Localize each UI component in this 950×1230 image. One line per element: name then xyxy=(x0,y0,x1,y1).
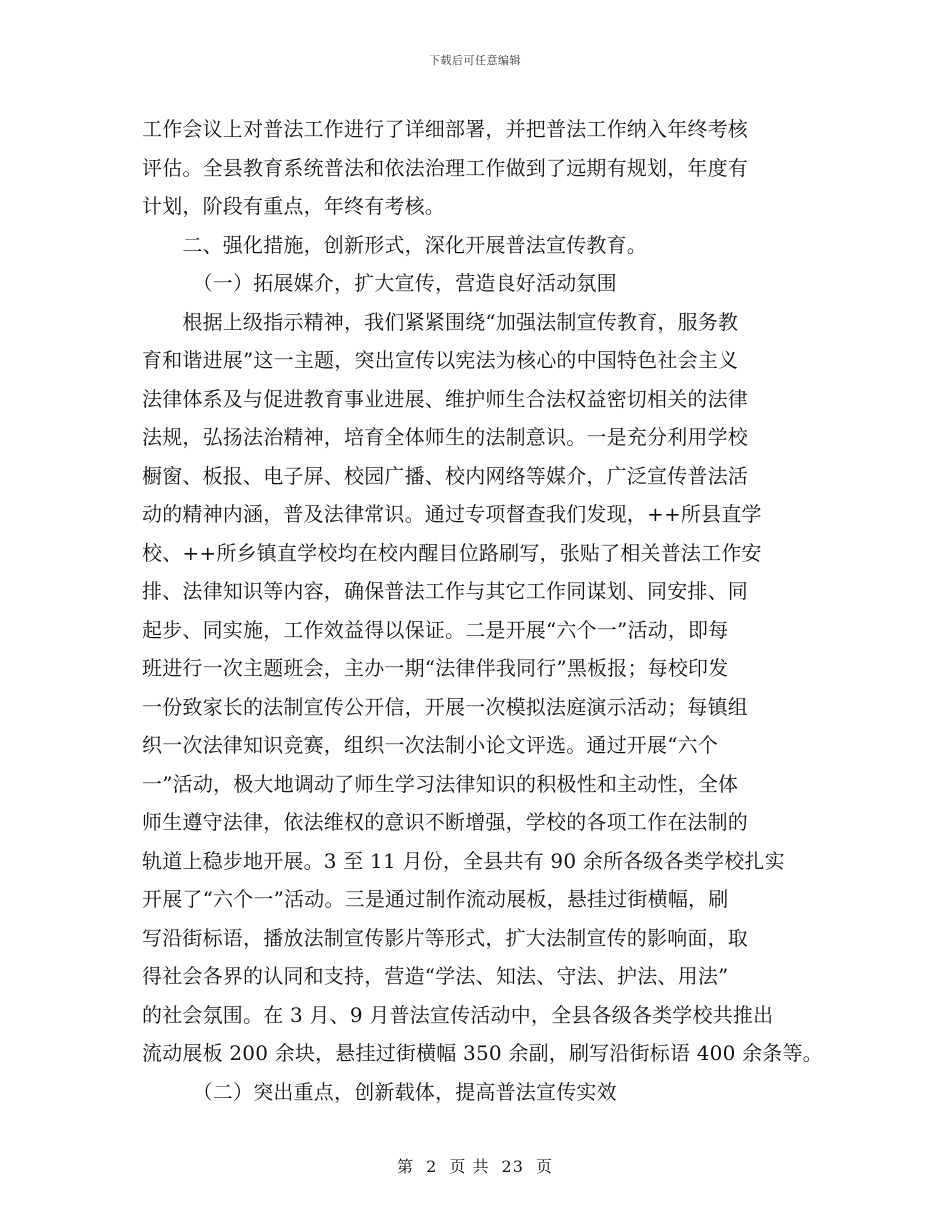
page-number: 2 xyxy=(426,1157,438,1176)
text-line: 流动展板 200 余块，悬挂过街横幅 350 余副，刷写沿街标语 400 余条等。 xyxy=(142,1041,823,1065)
text-line: 起步、同实施，工作效益得以保证。二是开展“六个一”活动，即每 xyxy=(142,617,729,642)
text-line: 校、++所乡镇直学校均在校内醒目位路刷写，张贴了相关普法工作安 xyxy=(142,540,762,565)
text-line: 轨道上稳步地开展。3 至 11 月份，全县共有 90 余所各级各类学校扎实 xyxy=(142,848,785,873)
text-line: 师生遵守法律，依法维权的意识不断增强，学校的各项工作在法制的 xyxy=(142,810,748,834)
text-line: 班进行一次主题班会，主办一期“法律伴我同行”黑板报；每校印发 xyxy=(142,656,729,680)
text-line: 的社会氛围。在 3 月、9 月普法宣传活动中，全县各级各类学校共推出 xyxy=(142,1002,774,1027)
page-footer xyxy=(0,1154,950,1177)
total-pages: 23 xyxy=(501,1157,524,1176)
text-line: 橱窗、板报、电子屏、校园广播、校内网络等媒介，广泛宣传普法活 xyxy=(142,463,748,488)
page-label-suffix: 页 xyxy=(536,1157,554,1176)
subsection-heading: （二）突出重点，创新载体，提高普法宣传实效 xyxy=(142,1079,617,1104)
subsection-heading: （一）拓展媒介，扩大宣传，营造良好活动氛围 xyxy=(142,271,617,295)
text-line: 排、法律知识等内容，确保普法工作与其它工作同谋划、同安排、同 xyxy=(142,579,748,603)
header-note: 下载后可任意编辑 xyxy=(429,54,521,67)
text-line: 一”活动，极大地调动了师生学习法律知识的积极性和主动性，全体 xyxy=(142,771,739,796)
text-line: 计划，阶段有重点，年终有考核。 xyxy=(142,194,445,218)
section-heading: 二、强化措施，创新形式，深化开展普法宣传教育。 xyxy=(142,232,647,257)
text-line: 一份致家长的法制宣传公开信，开展一次模拟法庭演示活动；每镇组 xyxy=(142,694,748,719)
text-line: 育和谐进展”这一主题，突出宣传以宪法为核心的中国特色社会主义 xyxy=(142,348,739,372)
document-body xyxy=(142,110,822,1111)
page-label-middle: 页 共 xyxy=(449,1157,490,1176)
text-line: 得社会各界的认同和支持，营造“学法、知法、守法、护法、用法” xyxy=(142,964,729,988)
text-line: 开展了“六个一”活动。三是通过制作流动展板，悬挂过街横幅，刷 xyxy=(142,887,729,911)
text-line: 评估。全县教育系统普法和依法治理工作做到了远期有规划，年度有 xyxy=(142,155,748,180)
text-line: 织一次法律知识竞赛，组织一次法制小论文评选。通过开展“六个 xyxy=(142,733,719,757)
text-line: 法规，弘扬法治精神，培育全体师生的法制意识。一是充分利用学校 xyxy=(142,425,748,449)
text-line: 根据上级指示精神，我们紧紧围绕“加强法制宣传教育，服务教 xyxy=(142,309,739,334)
page-label-prefix: 第 xyxy=(396,1157,414,1176)
text-line: 动的精神内涵，普及法律常识。通过专项督查我们发现，++所县直学 xyxy=(142,502,762,526)
text-line: 工作会议上对普法工作进行了详细部署，并把普法工作纳入年终考核 xyxy=(142,117,748,141)
text-line: 写沿街标语，播放法制宣传影片等形式，扩大法制宣传的影响面，取 xyxy=(142,925,748,950)
text-line: 法律体系及与促进教育事业进展、维护师生合法权益密切相关的法律 xyxy=(142,386,748,411)
